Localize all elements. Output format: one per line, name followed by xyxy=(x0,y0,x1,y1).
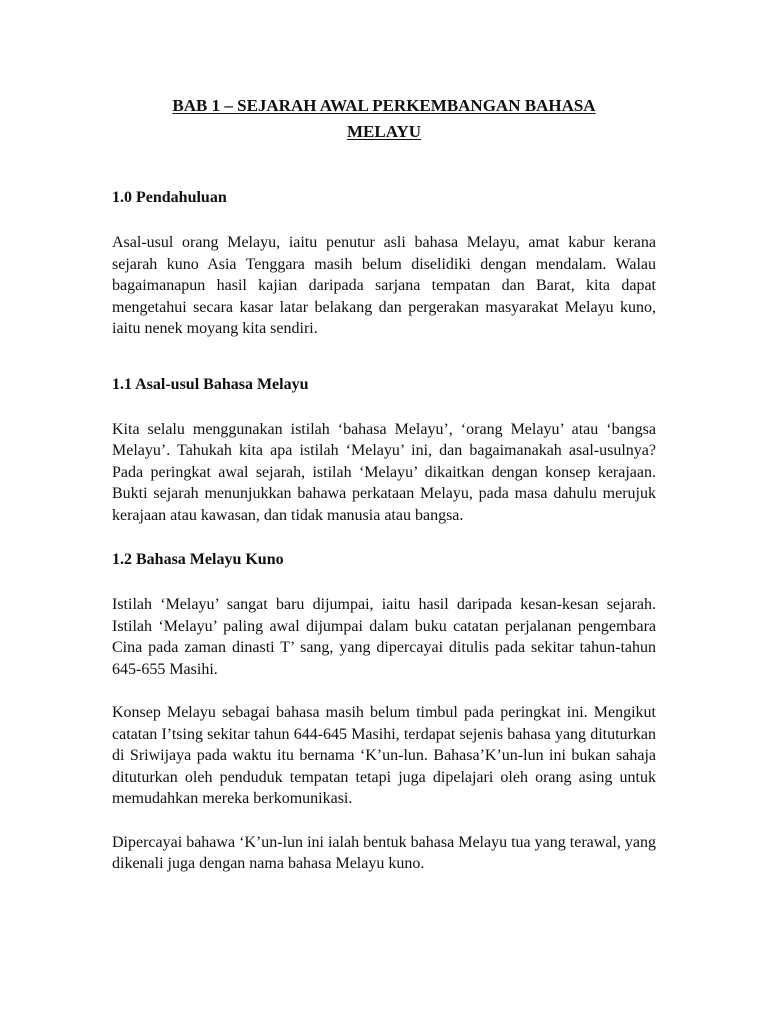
section-heading-bahasa-melayu-kuno: 1.2 Bahasa Melayu Kuno xyxy=(112,551,284,568)
section-heading-asal-usul: 1.1 Asal-usul Bahasa Melayu xyxy=(112,375,309,393)
paragraph-asal-usul: Kita selalu menggunakan istilah ‘bahasa Melayu’, ‘orang Melayu’ atau ‘bangsa Melayu’. Tahukah kita apa istilah ‘Melayu’ ini, dan bagaimanakah asal-usulnya? Pada peringkat awal sejarah, istilah ‘Melayu’ dikaitkan dengan konsep kerajaan. Bukti sejarah menunjukkan bahawa perkataan Melayu, pada masa dahulu merujuk kerajaan atau kawasan, dan tidak manusia atau bangsa. xyxy=(112,420,656,524)
section-heading-pendahuluan: 1.0 Pendahuluan xyxy=(112,189,227,206)
document-title xyxy=(100,93,668,145)
paragraph-pendahuluan: Asal-usul orang Melayu, iaitu penutur asli bahasa Melayu, amat kabur kerana sejarah kuno Asia Tenggara masih belum diselidiki dengan mendalam. Walau bagaimanapun hasil kajian daripada sarjana tempatan dan Barat, kita dapat mengetahui secara kasar latar belakang dan pergerakan masyarakat Melayu kuno, iaitu nenek moyang kita sendiri. xyxy=(112,234,656,337)
document-body xyxy=(112,186,656,875)
paragraph-kuno-2: Konsep Melayu sebagai bahasa masih belum timbul pada peringkat ini. Mengikut catatan I’tsing sekitar tahun 644-645 Masihi, terdapat sejenis bahasa yang dituturkan di Sriwijaya pada waktu itu bernama ‘K’un-lun. Bahasa’K’un-lun ini bukan sahaja dituturkan oleh penduduk tempatan tetapi juga dipelajari oleh orang asing untuk memudahkan mereka berkomunikasi. xyxy=(112,704,656,807)
document-title-line-1: BAB 1 – SEJARAH AWAL PERKEMBANGAN BAHASA xyxy=(172,96,596,115)
paragraph-kuno-3: Dipercayai bahawa ‘K’un-lun ini ialah bentuk bahasa Melayu tua yang terawal, yang dikenali juga dengan nama bahasa Melayu kuno. xyxy=(112,833,656,872)
document-title-line-2: MELAYU xyxy=(347,122,421,141)
paragraph-kuno-1: Istilah ‘Melayu’ sangat baru dijumpai, iaitu hasil daripada kesan-kesan sejarah. Istilah ‘Melayu’ paling awal dijumpai dalam buku catatan perjalanan pengembara Cina pada zaman dinasti T’ sang, yang dipercayai ditulis pada sekitar tahun-tahun 645-655 Masihi. xyxy=(112,596,656,678)
